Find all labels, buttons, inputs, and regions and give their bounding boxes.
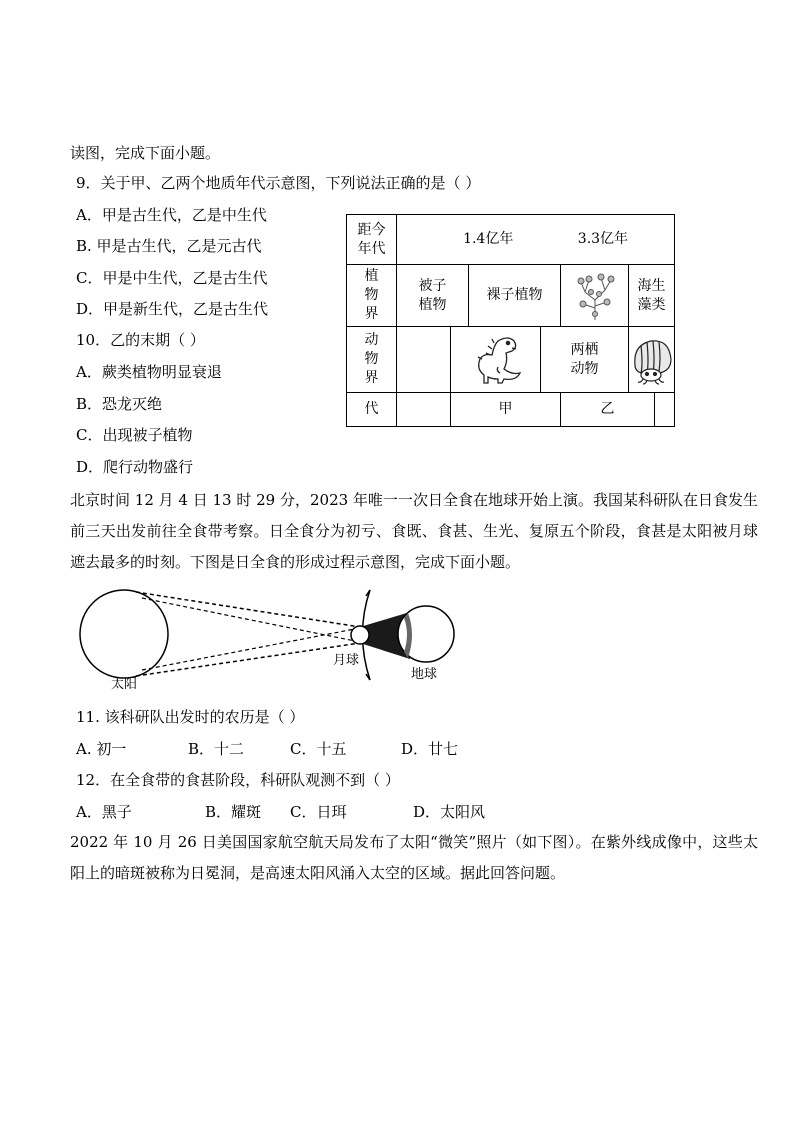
question-12-option-d: D．太阳风 — [413, 803, 486, 821]
animal-amphibian: 两栖 动物 — [541, 327, 629, 393]
question-9-option-c: C．甲是中生代，乙是古生代 — [76, 269, 268, 287]
question-12-option-b: B．耀斑 — [205, 803, 262, 821]
question-12-option-a: A．黑子 — [76, 803, 132, 821]
passage-sun-smile: 2022 年 10 月 26 日美国国家航空航天局发布了太阳“微笑”照片（如下图）。在紫外线成像中，这些太阳上的暗斑被称为日冕洞，是高速太阳风涌入太空的区域。据此回答问题。 — [70, 833, 758, 882]
era-yi: 乙 — [561, 393, 655, 427]
passage-eclipse: 北京时间 12 月 4 日 13 时 29 分，2023 年唯一一次日全食在地球开始上演。我国某科研队在日食发生前三天出发前往全食带考察。日全食分为初亏、食既、食甚、生光、复原五个阶段，食甚是太阳被月球遮去最多的时刻。下图是日全食的形成过程示意图，完成下面小题。 — [70, 491, 758, 571]
age-3.3: 3.3亿年 — [577, 231, 629, 247]
plant-gymnosperm: 裸子植物 — [469, 265, 561, 327]
question-9-option-d: D．甲是新生代，乙是古生代 — [76, 300, 269, 318]
row-label-era: 代 — [347, 393, 397, 427]
question-11-option-a: A. 初一 — [76, 740, 127, 758]
row-label-animal: 动 物 界 — [347, 327, 397, 393]
question-9-option-b: B. 甲是古生代，乙是元古代 — [76, 237, 262, 255]
question-11-stem: 11. 该科研队出发时的农历是（ ） — [76, 708, 305, 726]
era-empty-cell — [397, 393, 451, 427]
question-9-option-a: A．甲是古生代，乙是中生代 — [76, 206, 267, 224]
question-12-option-c: C．日珥 — [290, 803, 347, 821]
era-empty-cell-2 — [655, 393, 675, 427]
question-10-option-a: A．蕨类植物明显衰退 — [76, 363, 222, 381]
geologic-time-table — [346, 214, 675, 427]
row-label-age: 距今 年代 — [347, 215, 397, 265]
dinosaur-icon — [451, 327, 541, 393]
animal-empty-cell — [397, 327, 451, 393]
plant-angiosperm: 被子 植物 — [397, 265, 469, 327]
question-10-option-c: C．出现被子植物 — [76, 426, 193, 444]
eclipse-diagram — [70, 582, 470, 690]
question-10-stem: 10．乙的末期（ ） — [76, 331, 205, 349]
era-jia: 甲 — [451, 393, 561, 427]
question-11-option-c: C．十五 — [290, 740, 347, 758]
earth-label: 地球 — [410, 667, 438, 682]
question-10-option-b: B．恐龙灭绝 — [76, 395, 163, 413]
ammonite-icon — [629, 327, 675, 393]
sun-circle — [80, 590, 168, 678]
intro-text: 读图，完成下面小题。 — [70, 144, 221, 162]
question-9-stem: 9．关于甲、乙两个地质年代示意图，下列说法正确的是（ ） — [76, 174, 481, 192]
moon-circle — [351, 626, 369, 644]
age-1.4: 1.4亿年 — [463, 231, 514, 247]
question-12-stem: 12．在全食带的食甚阶段，科研队观测不到（ ） — [76, 771, 400, 789]
moon-label: 月球 — [332, 653, 360, 668]
plant-marine-algae: 海生 藻类 — [629, 265, 675, 327]
age-cell — [397, 215, 675, 265]
question-10-option-d: D．爬行动物盛行 — [76, 458, 194, 476]
question-11-option-b: B．十二 — [188, 740, 245, 758]
fern-icon — [561, 265, 629, 327]
row-label-plant: 植 物 界 — [347, 265, 397, 327]
question-11-option-d: D．廿七 — [401, 740, 459, 758]
sun-label: 太阳 — [110, 677, 138, 690]
